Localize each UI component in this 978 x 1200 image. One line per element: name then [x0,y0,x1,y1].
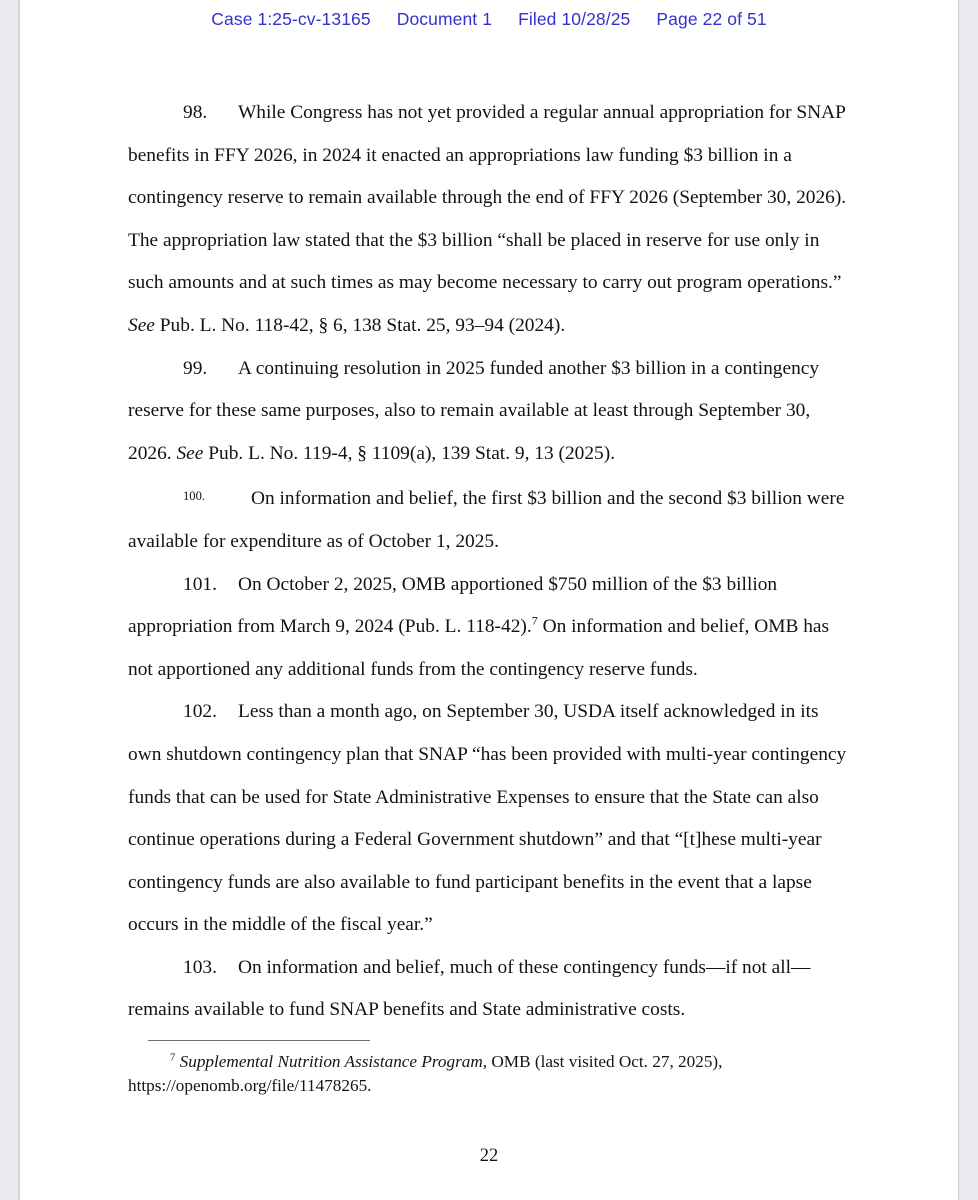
paragraph-98 [128,92,850,348]
paragraph-100 [128,475,850,563]
paragraph-text: Less than a month ago, on September 30, USDA itself acknowledged in its own shutdown contingency plan that SNAP “has been provided with multi-year contingency funds that can be used for State Administrative Expenses to ensure that the State can also continue operations during a Federal Government shutdown” and that “[t]hese multi-year contingency funds are also available to fund participant benefits in the event that a lapse occurs in the middle of the fiscal year.” [128,701,847,936]
footnote-block [128,1040,868,1098]
paragraph-101 [128,564,850,692]
paragraph-number: 102. [183,701,217,723]
document-page [20,0,958,1200]
footnote-source: , OMB (last visited Oct. 27, 2025), [482,1052,723,1071]
paragraph-number: 103. [183,956,217,978]
paragraph-text-tail: Pub. L. No. 118-42, § 6, 138 Stat. 25, 93–94 (2024). [154,314,566,336]
document-body [128,92,850,1032]
footnote-title: Supplemental Nutrition Assistance Program [179,1052,483,1071]
paragraph-text: On information and belief, the first $3 billion and the second $3 billion were available for expenditure as of October 1, 2025. [128,488,845,552]
paragraph-number: 98. [183,102,208,123]
footnote-separator-rule [148,1040,370,1041]
paragraph-number: 100. [183,489,206,504]
footnote-url[interactable]: https://openomb.org/file/11478265. [128,1076,372,1095]
paragraph-italic-signal: See [176,442,204,464]
header-case-number: Case 1:25-cv-13165 [211,9,371,29]
paragraph-text-tail: Pub. L. No. 119-4, § 1109(a), 139 Stat. 9, 13 (2025). [203,442,616,464]
paragraph-number: 101. [183,573,217,595]
paragraph-text: A continuing resolution in 2025 funded another $3 billion in a contingency reserve for these same purposes, also to remain available at least through September 30, 2026. [128,357,820,464]
footnote-marker: 7 [170,1052,176,1064]
paragraph-text: On October 2, 2025, OMB apportioned $750 million of the $3 billion appropriation from March 9, 2024 (Pub. L. 118-42). [128,573,778,638]
page-number: 22 [479,1146,499,1166]
paragraph-text: While Congress has not yet provided a regular annual appropriation for SNAP benefits in FFY 2026, in 2024 it enacted an appropriations law funding $3 billion in a contingency reserve to remain available through the end of FFY 2026 (September 30, 2026). The appropriation law stated that the $3 billion “shall be placed in reserve for use only in such amounts and at such times as may become necessary to carry out program operations.” [128,102,847,294]
paragraph-103 [128,947,850,1032]
header-page-indicator: Page 22 of 51 [656,9,767,29]
paragraph-italic-signal: See [128,314,155,336]
paragraph-102 [128,691,850,947]
footnote-reference-marker[interactable]: 7 [531,613,538,628]
footnote-7 [128,1050,868,1098]
paragraph-text: On information and belief, much of these contingency funds—if not all—remains available to fund SNAP benefits and State administrative costs. [128,956,811,1021]
header-document-number: Document 1 [396,9,493,29]
paragraph-text-tail: On information and belief, OMB has not apportioned any additional funds from the contingency reserve funds. [128,616,830,680]
paragraph-99 [128,348,850,476]
paragraph-number: 99. [183,357,208,379]
ecf-header-stamp [20,9,958,30]
header-filed-date: Filed 10/28/25 [518,9,631,29]
